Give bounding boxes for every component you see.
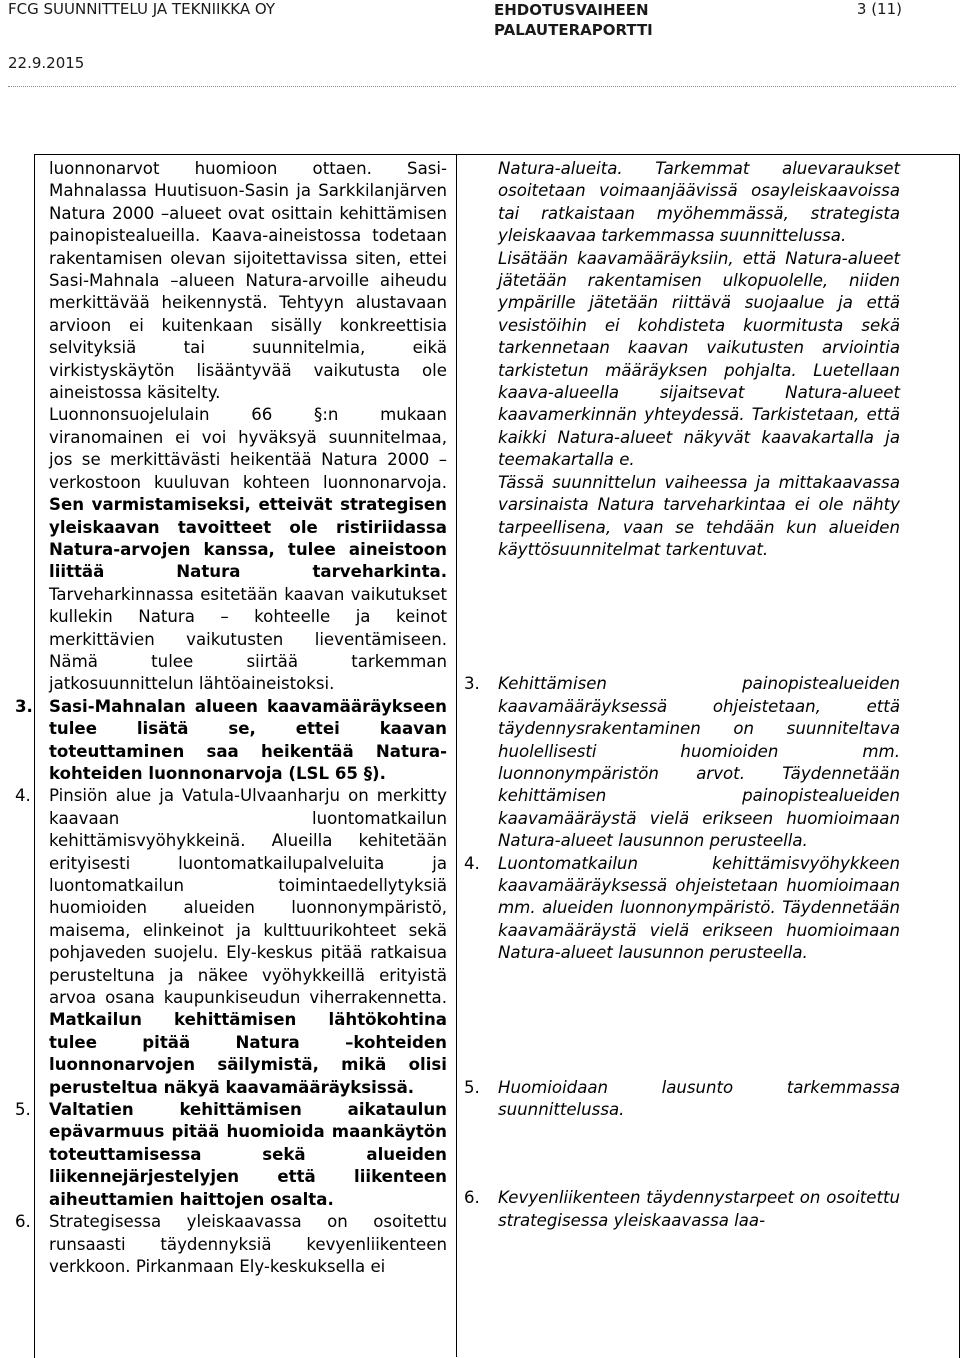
response-item-4 [464, 853, 900, 965]
response-item-3-text: Kehittämisen painopistealueiden kaavamääräyksessä ohjeistetaan, että täydennysrakentaminen on suunniteltava huolellisesti huomioiden mm. luonnonympäristön arvot. Täydennetään kehittämisen painopistealueiden kaavamääräystä vielä erikseen huomioimaan Natura-alueet lausunnon perusteella. [498, 674, 900, 851]
statement-item-6-text: Strategisessa yleiskaavassa on osoitettu runsaasti täydennyksiä kevyenliikenteen verkkoon. Pirkanmaan Ely-keskuksella ei [49, 1212, 447, 1276]
statement-item-5 [15, 1099, 447, 1211]
header-doc-type [494, 0, 653, 40]
response-column [464, 158, 900, 1232]
statement-paragraph-2 [49, 404, 447, 695]
header-org: FCG SUUNNITTELU JA TEKNIIKKA OY [8, 0, 276, 18]
statement-paragraph-1: luonnonarvot huomioon ottaen. Sasi-Mahnalassa Huutisuon-Sasin ja Sarkkilanjärven Natura 2000 –alueet ovat osittain kehittämisen painopistealueilla. Kaava-aineistossa todetaan rakentamisen olevan sijoitettavissa siten, ettei Sasi-Mahnala –alueen Natura-arvoille aiheudu merkittävää heikennystä. Tehtyyn alustavaan arvioon ei kuitenkaan sisälly konkreettisia selvityksiä tai suunnitelmia, eikä virkistyskäytön lisääntyvää vaikutusta ole aineistossa käsitelty. [49, 159, 447, 403]
statement-item-3-text: Sasi-Mahnalan alueen kaavamääräykseen tulee lisätä se, ettei kaavan toteuttaminen saa heikentää Natura-kohteiden luonnonarvoja (LSL 65 §). [49, 696, 447, 783]
header-date: 22.9.2015 [8, 54, 85, 72]
response-item-3 [464, 673, 900, 852]
response-gap-before-5 [498, 965, 900, 1077]
response-item-3-number: 3. [464, 674, 480, 694]
header-doc-type-line1: EHDOTUSVAIHEEN [494, 1, 649, 19]
response-gap-before-6 [498, 1121, 900, 1187]
statement-item-6 [15, 1211, 447, 1278]
statement-p2-bold: Sen varmistamiseksi, etteivät strategisen yleiskaavan tavoitteet ole ristiriidassa Natura-arvojen kanssa, tulee aineistoon liittää Natura tarveharkinta. [49, 495, 447, 582]
response-item-4-text: Luontomatkailun kehittämisvyöhykkeen kaavamääräyksessä ohjeistetaan huomioimaan mm. alueiden luonnonympäristö. Täydennetään kaavamääräystä vielä erikseen huomioimaan Natura-alueet lausunnon perusteella. [498, 853, 900, 963]
response-paragraph-1: Natura-alueita. Tarkemmat aluevaraukset osoitetaan voimaanjäävissä osayleiskaavoissa tai ratkaistaan myöhemmässä, strategista yleiskaavaa tarkemmassa suunnittelussa. [498, 159, 900, 246]
response-item-5 [464, 1077, 900, 1122]
statement-item-4 [15, 785, 447, 1099]
response-item-6 [464, 1187, 900, 1232]
statement-item-4-number: 4. [15, 786, 31, 806]
response-item-6-text: Kevyenliikenteen täydennystarpeet on osoitettu strategisessa yleiskaavassa laa- [498, 1188, 900, 1230]
statement-column [15, 158, 447, 1278]
response-item-4-number: 4. [464, 853, 480, 873]
statement-item-3 [15, 696, 447, 786]
statement-item-6-number: 6. [15, 1212, 31, 1232]
statement-item-5-text: Valtatien kehittämisen aikataulun epävarmuus pitää huomioida maankäytön toteuttamisessa sekä alueiden liikennejärjestelyjen että liikenteen aiheuttamien haittojen osalta. [49, 1100, 447, 1209]
statement-item-3-number: 3. [15, 696, 33, 716]
response-item-6-number: 6. [464, 1188, 480, 1208]
statement-item-4-bold: Matkailun kehittämisen lähtökohtina tulee pitää Natura –kohteiden luonnonarvojen säilymistä, mikä olisi perusteltua näkyä kaavamääräyksissä. [49, 1010, 447, 1097]
header-doc-type-line2: PALAUTERAPORTTI [494, 21, 653, 39]
response-item-5-text: Huomioidaan lausunto tarkemmassa suunnittelussa. [498, 1077, 900, 1119]
response-paragraph-2: Lisätään kaavamääräyksiin, että Natura-alueet jätetään rakentamisen ulkopuolelle, niiden ympärille jätetään riittävä suojaalue ja että vesistöihin ei kohdisteta kuormitusta sekä tarkennetaan kaavan vaikutusten arviointia tarkistetun määräyksen pohjalta. Luetellaan kaava-alueella sijaitsevat Natura-alueet kaavamerkinnän yhteydessä. Tarkistetaan, että kaikki Natura-alueet näkyvät kaavakartalla ja teemakartalla e. [498, 248, 900, 470]
statement-item-4-text: Pinsiön alue ja Vatula-Ulvaanharju on merkitty kaavaan luontomatkailun kehittämisvyöhykkeinä. Alueilla kehitetään erityisesti luontomatkailupalveluita ja luontomatkailun toimintaedellytyksiä huomioiden alueiden luonnonympäristö, maisema, elinkeinot ja kulttuurikohteet sekä pohjaveden suojelu. Ely-keskus pitää ratkaisua perusteltuna ja näkee vyöhykkeillä erityistä arvoa osana kaupunkiseudun viherrakennetta. [49, 786, 447, 1008]
response-item-5-number: 5. [464, 1077, 480, 1097]
statement-p2-text-c: Tarveharkinnassa esitetään kaavan vaikutukset kullekin Natura – kohteelle ja keinot merkittävien vaikutusten lieventämiseen. Nämä tulee siirtää tarkemman jatkosuunnittelun lähtöaineistoksi. [49, 584, 447, 694]
column-divider [456, 154, 457, 1357]
header-page-number: 3 (11) [856, 0, 902, 18]
header-divider [8, 86, 956, 87]
statement-p2-text-a: Luonnonsuojelulain 66 §:n mukaan viranomainen ei voi hyväksyä suunnitelmaa, jos se merkittävästi heikentää Natura 2000 –verkostoon kuuluvan kohteen luonnonarvoja. [49, 405, 447, 492]
statement-item-5-number: 5. [15, 1100, 31, 1120]
response-paragraph-3: Tässä suunnittelun vaiheessa ja mittakaavassa varsinaista Natura tarveharkintaa ei ole nähty tarpeellisena, vaan se tehdään kun alueiden käyttösuunnitelmat tarkentuvat. [498, 472, 900, 559]
response-gap-before-3 [498, 561, 900, 673]
